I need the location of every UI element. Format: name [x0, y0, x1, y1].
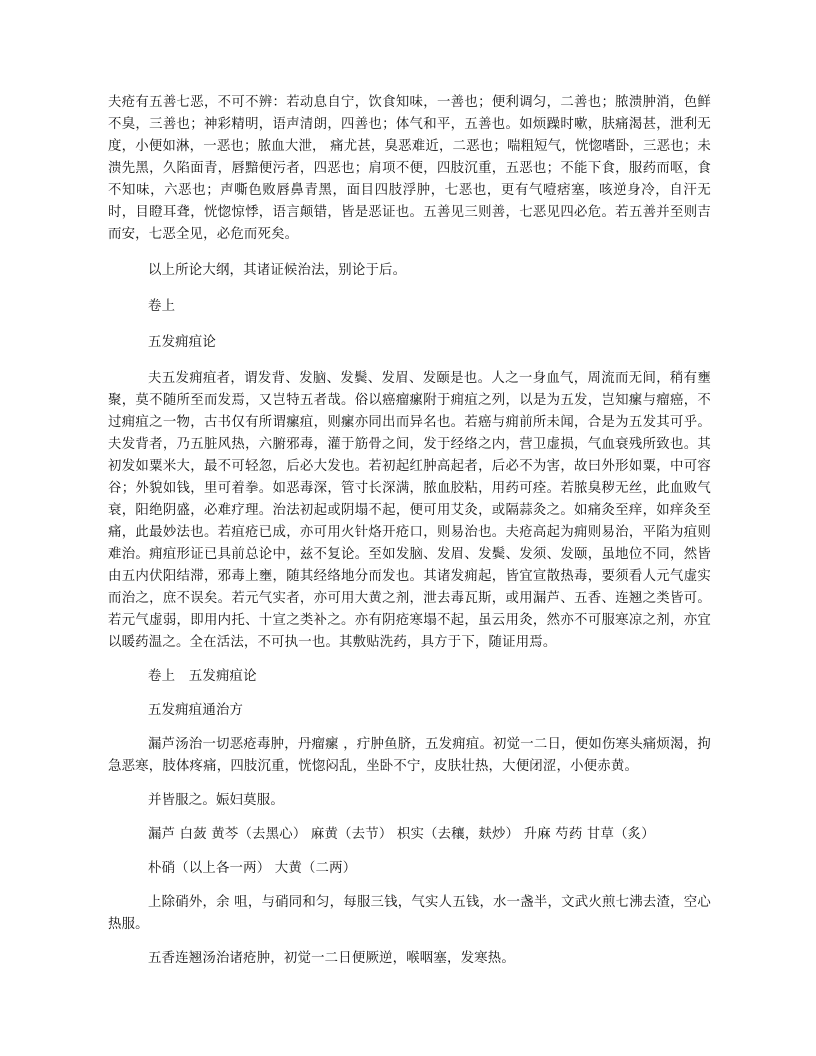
ingredients-line-2: 朴硝（以上各一两） 大黄（二两）	[148, 861, 357, 876]
section-heading: 五发痈疽论	[148, 335, 216, 350]
volume-heading: 卷上	[148, 299, 176, 314]
formula-heading: 五发痈疽通治方	[148, 703, 244, 718]
five-eruptions-paragraph: 夫五发痈疽者，谓发背、发脑、发鬓、发眉、发颐是也。人之一身血气，周流而无间，稍有壅聚，莫不随所至而发焉，又岂特五者哉。俗以癌瘤瘰附于痈疽之列，以是为五发，岂知瘰与瘤癌，不过痈疽之一物，古书仅有所谓瘰疽，则瘰亦同出而异名也。若癌与痈前所未闻，合是为五发其可乎。夫发背者，乃五脏风热，六腑邪毒，灌于筋骨之间，发于经络之内，营卫虚损，气血衰残所致也。其初发如粟米大，最不可轻忽，后必大发也。若初起红肿高起者，后必不为害，故曰外形如粟，中可容谷；外貌如钱，里可着拳。如恶毒深，管寸长深满，脓血胶粘，用药可痊。若脓臭秽无丝，此血败气衰，阳绝阴盛，必难疗理。治法初起或阴塌不起，便可用艾灸，或隔蒜灸之。如痛灸至痒，如痒灸至痛，此最妙法也。若疽疮已成，亦可用火针烙开疮口，则易治也。夫疮高起为痈则易治，平陷为疽则难治。痈疽形证已具前总论中，兹不复论。至如发脑、发眉、发鬓、发须、发颐，虽地位不同，然皆由五内伏阳结滞，邪毒上壅，随其经络地分而发也。其诸发痈起，皆宜宣散热毒，要须看人元气虚实而治之，庶不误矣。若元气实者，亦可用大黄之剂，泄去毒瓦斯，或用漏芦、五香、连翘之类皆可。若元气虚弱，即用内托、十宣之类补之。亦有阴疮寒塌不起，虽云用灸，然亦不可服寒凉之剂，亦宜以暖药温之。全在活法，不可执一也。其敷贴洗药，具方于下，随证用焉。	[108, 371, 711, 650]
document-page	[108, 92, 711, 970]
five-fragrance-decoction-paragraph: 五香连翘汤治诸疮肿，初觉一二日便厥逆，喉咽塞，发寒热。	[148, 951, 515, 966]
five-good-seven-bad-paragraph: 夫疮有五善七恶，不可不辨：若动息自宁，饮食知味，一善也；便利调匀，二善也；脓溃肿消，色鲜不臭，三善也；神彩精明，语声清朗，四善也；体气和平，五善也。如烦躁时嗽，肤痛渴甚，泄利无度，小便如淋，一恶也；脓血大泄， 痛尤甚，臭恶难近，二恶也；喘粗短气，恍惚嗜卧，三恶也；未溃先黑，久陷面青，唇黯便污者，四恶也；肩项不便，四肢沉重，五恶也；不能下食，服药而呕，食不知味，六恶也；声嘶色败唇鼻青黑，面目四肢浮肿，七恶也，更有气噎痞塞，咳逆身冷，自汗无时，目瞪耳聋，恍惚惊悸，语言颠错，皆是恶证也。五善见三则善，七恶见四必危。若五善并至则吉而安，七恶全见，必危而死矣。	[108, 95, 711, 242]
dosage-note-paragraph: 并皆服之。娠妇莫服。	[148, 793, 284, 808]
summary-paragraph: 以上所论大纲，其诸证候治法，别论于后。	[148, 263, 407, 278]
section-subheading: 卷上 五发痈疽论	[148, 669, 257, 684]
loulu-decoction-paragraph: 漏芦汤治一切恶疮毒肿，丹瘤瘰 ，疔肿鱼脐，五发痈疽。初觉一二日，便如伤寒头痛烦渴，拘急恶寒，肢体疼痛，四肢沉重，恍惚闷乱，坐卧不宁，皮肤壮热，大便闭涩，小便赤黄。	[108, 737, 711, 774]
ingredients-line: 漏芦 白蔹 黄芩（去黑心） 麻黄（去节） 枳实（去穰，麸炒） 升麻 芍药 甘草（炙）	[148, 827, 655, 842]
preparation-paragraph: 上除硝外，余 咀，与硝同和匀，每服三钱，气实人五钱，水一盏半，文武火煎七沸去渣，空心热服。	[108, 895, 711, 932]
